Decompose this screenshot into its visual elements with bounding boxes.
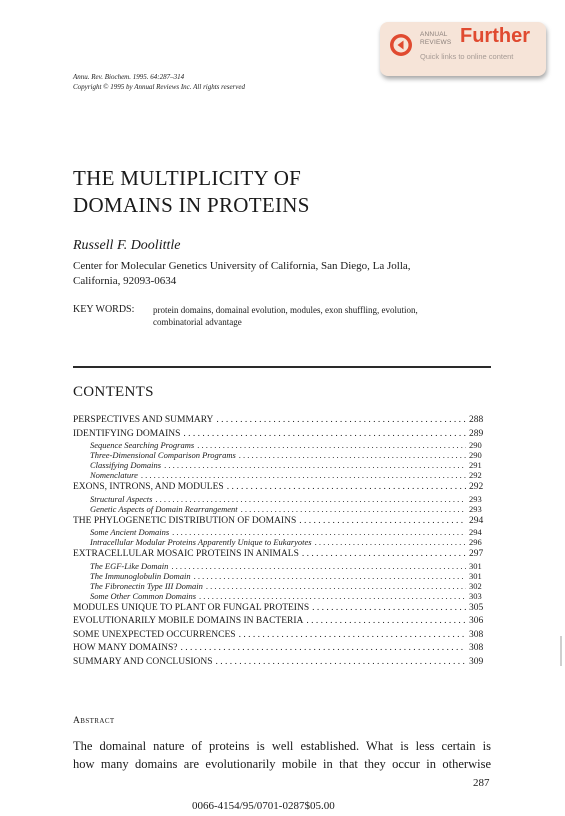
toc-subentry[interactable] xyxy=(73,440,491,450)
toc-entry-page: 293 xyxy=(469,493,482,504)
toc-entry-label: SUMMARY AND CONCLUSIONS xyxy=(73,656,213,667)
toc-leader xyxy=(171,561,466,571)
toc-leader xyxy=(306,616,466,628)
toc-leader xyxy=(239,630,466,642)
toc-leader xyxy=(172,527,466,537)
toc-entry-page: 294 xyxy=(469,527,482,537)
toc-leader xyxy=(197,440,466,450)
toc-subentry[interactable] xyxy=(73,527,491,537)
issn-code: 0066-4154/95/0701-0287$05.00 xyxy=(192,800,335,812)
toc-entry[interactable] xyxy=(73,603,491,615)
toc-entry-label: Structural Aspects xyxy=(90,493,153,504)
toc-entry[interactable] xyxy=(73,429,491,441)
toc-entry-label: MODULES UNIQUE TO PLANT OR FUNGAL PROTEINS xyxy=(73,602,310,613)
toc-leader xyxy=(227,482,466,494)
citation xyxy=(73,72,245,92)
toc-entry-page: 294 xyxy=(469,515,484,526)
toc-entry[interactable] xyxy=(73,482,491,494)
keywords-label: KEY WORDS: xyxy=(73,304,135,315)
toc-entry-label: Intracellular Modular Proteins Apparently Unique to Eukaryotes xyxy=(90,537,312,547)
author-name: Russell F. Doolittle xyxy=(73,238,181,253)
toc-entry-label: EXTRACELLULAR MOSAIC PROTEINS IN ANIMALS xyxy=(73,549,299,559)
scan-edge-mark xyxy=(560,636,562,666)
toc-entry-label: IDENTIFYING DOMAINS xyxy=(73,428,181,439)
toc-entry-page: 292 xyxy=(469,482,484,492)
toc-entry-label: EVOLUTIONARILY MOBILE DOMAINS IN BACTERIA xyxy=(73,616,304,626)
toc-entry-label: Nomenclature xyxy=(90,470,138,480)
toc-entry-page: 301 xyxy=(469,570,482,581)
further-badge[interactable] xyxy=(380,22,546,76)
abstract-text: The domainal nature of proteins is well established. What is less certain is how many domains are evolutionarily mobile in that they occur in otherwise xyxy=(73,739,491,771)
toc-subentry[interactable] xyxy=(73,571,491,581)
page-number: 287 xyxy=(473,777,490,789)
toc-leader xyxy=(216,415,466,427)
toc-entry-page: 308 xyxy=(469,643,484,653)
toc-leader xyxy=(239,450,466,460)
toc-leader xyxy=(181,643,467,655)
toc-entry-label: Classifying Domains xyxy=(90,460,162,470)
toc-entry-label: HOW MANY DOMAINS? xyxy=(73,643,178,653)
toc-entry-label: Three-Dimensional Comparison Programs xyxy=(90,450,236,460)
toc-entry-page: 302 xyxy=(469,580,482,591)
toc-entry-label: The EGF-Like Domain xyxy=(90,560,169,571)
toc-subentry[interactable] xyxy=(73,537,491,547)
toc-entry-label: Some Other Common Domains xyxy=(90,590,197,601)
toc-entry-page: 308 xyxy=(469,629,484,640)
toc-entry-label: The Immunoglobulin Domain xyxy=(90,570,191,581)
toc-leader xyxy=(241,504,466,514)
toc-entry-page: 305 xyxy=(469,602,484,613)
toc-entry-page: 290 xyxy=(469,450,482,460)
author-affiliation: Center for Molecular Genetics University of California, San Diego, La Jolla, California, 92093-0634 xyxy=(73,260,411,287)
toc-leader xyxy=(183,429,466,441)
badge-brand: Further xyxy=(460,25,530,47)
toc-entry-page: 309 xyxy=(469,656,484,667)
toc-entry-page: 288 xyxy=(469,415,484,425)
keywords-text: protein domains, domainal evolution, modules, exon shuffling, evolution, combinatorial advantage xyxy=(153,305,418,327)
badge-publisher: ANNUAL REVIEWS xyxy=(420,31,452,46)
toc-leader xyxy=(299,516,466,528)
toc-entry-page: 297 xyxy=(469,549,484,559)
toc-leader xyxy=(164,460,466,470)
toc-entry-label: PERSPECTIVES AND SUMMARY xyxy=(73,415,214,425)
toc-leader xyxy=(155,494,466,504)
toc-entry-page: 289 xyxy=(469,428,484,439)
toc-entry-page: 290 xyxy=(469,440,482,450)
toc-entry[interactable] xyxy=(73,616,491,628)
toc-entry[interactable] xyxy=(73,415,491,427)
toc-entry-page: 301 xyxy=(469,560,482,571)
toc-entry[interactable] xyxy=(73,657,491,669)
toc-entry-label: EXONS, INTRONS, AND MODULES xyxy=(73,482,224,492)
toc-subentry[interactable] xyxy=(73,470,491,480)
toc-entry[interactable] xyxy=(73,643,491,655)
toc-entry-page: 292 xyxy=(469,470,482,480)
toc-entry-label: THE PHYLOGENETIC DISTRIBUTION OF DOMAINS xyxy=(73,515,297,526)
toc-entry-page: 291 xyxy=(469,460,482,470)
toc-subentry[interactable] xyxy=(73,561,491,571)
toc-entry-label: Some Ancient Domains xyxy=(90,527,170,537)
toc-leader xyxy=(141,470,466,480)
table-of-contents xyxy=(73,415,491,668)
toc-entry[interactable] xyxy=(73,549,491,561)
toc-entry-label: Genetic Aspects of Domain Rearrangement xyxy=(90,503,238,514)
toc-entry-page: 296 xyxy=(469,537,482,547)
toc-leader xyxy=(206,581,466,591)
toc-leader xyxy=(315,537,466,547)
toc-entry-label: The Fibronectin Type III Domain xyxy=(90,580,203,591)
toc-entry[interactable] xyxy=(73,630,491,642)
toc-leader xyxy=(216,657,466,669)
article-title: THE MULTIPLICITY OF DOMAINS IN PROTEINS xyxy=(73,166,310,217)
toc-subentry[interactable] xyxy=(73,494,491,504)
toc-entry-page: 303 xyxy=(469,590,482,601)
toc-leader xyxy=(302,549,466,561)
section-divider xyxy=(73,366,491,368)
toc-entry-label: Sequence Searching Programs xyxy=(90,440,195,450)
citation-journal: Annu. Rev. Biochem. 1995. 64:287–314 xyxy=(73,73,185,81)
toc-entry-label: SOME UNEXPECTED OCCURRENCES xyxy=(73,629,236,640)
toc-subentry[interactable] xyxy=(73,460,491,470)
badge-tagline: Quick links to online content xyxy=(420,52,514,61)
toc-entry-page: 293 xyxy=(469,503,482,514)
citation-copyright: Copyright © 1995 by Annual Reviews Inc. All rights reserved xyxy=(73,83,245,91)
toc-subentry[interactable] xyxy=(73,504,491,514)
play-circle-icon xyxy=(389,33,413,57)
toc-subentry[interactable] xyxy=(73,591,491,601)
toc-subentry[interactable] xyxy=(73,450,491,460)
abstract-heading: Abstract xyxy=(73,716,115,726)
toc-entry[interactable] xyxy=(73,516,491,528)
toc-leader xyxy=(194,571,466,581)
contents-heading: CONTENTS xyxy=(73,384,154,400)
toc-subentry[interactable] xyxy=(73,581,491,591)
toc-leader xyxy=(199,591,466,601)
toc-leader xyxy=(312,603,466,615)
toc-entry-page: 306 xyxy=(469,616,484,626)
